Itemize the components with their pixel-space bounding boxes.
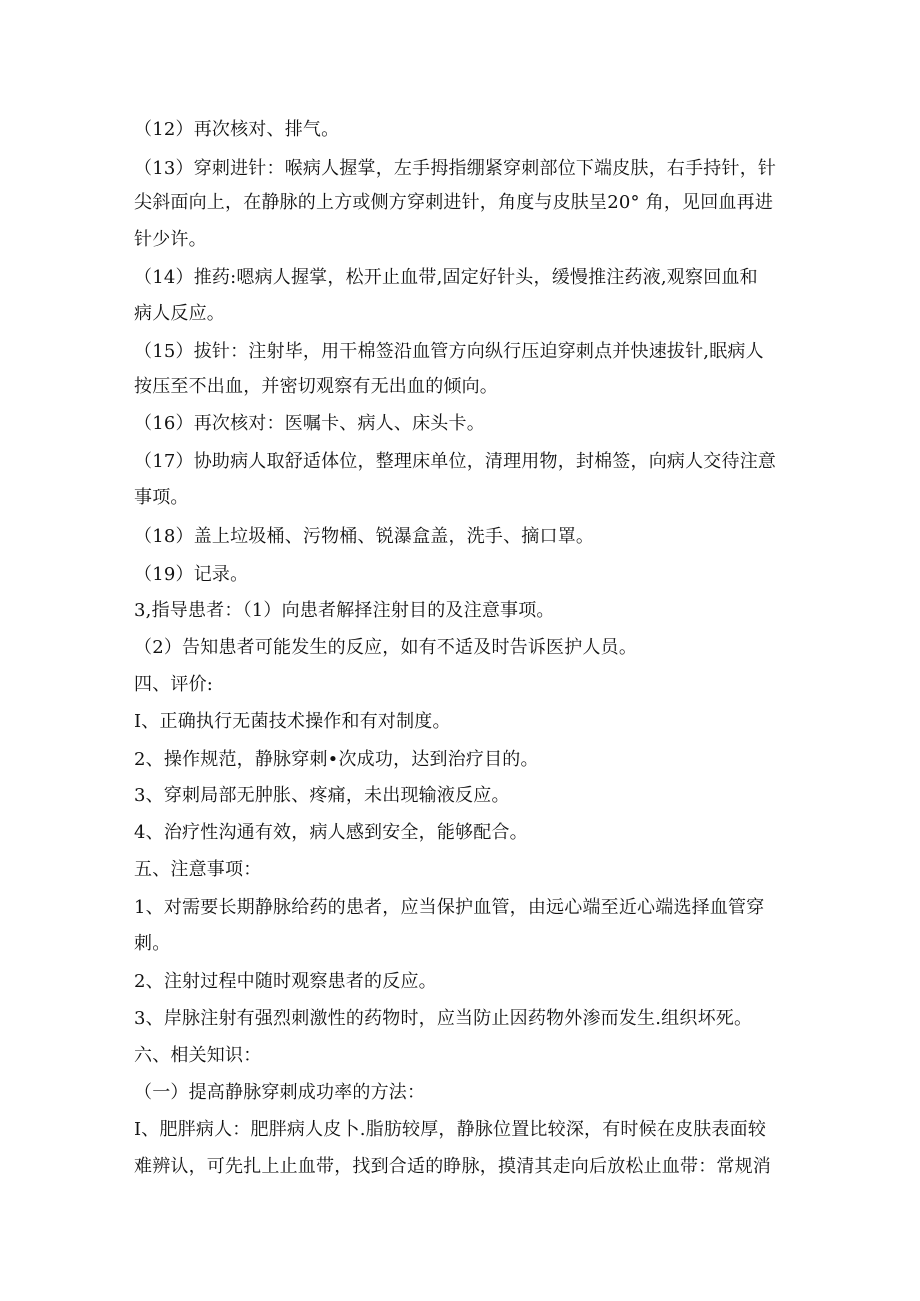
text-line: （17）协助病人取舒适体位，整理床单位，清理用物，封棉签，向病人交待注意 [134,451,777,472]
text-line: 四、评价: [134,674,214,695]
text-line: （15）拔针：注射毕，用干棉签沿血管方向纵行压迫穿刺点并快速拔针,眠病人 [134,341,764,362]
text-line: （一）提高静脉穿刺成功率的方法： [134,1082,426,1103]
text-line: （12）再次核对、排气。 [134,119,340,140]
text-line: 刺。 [134,933,171,954]
text-line: （16）再次核对：医嘱卡、病人、床头卡。 [134,413,485,434]
text-line: 1、对需要长期静脉给药的患者，应当保护血管，由远心端至近心端选择血管穿 [134,897,765,918]
text-line: 五、注意事项： [134,859,262,880]
text-line: 2、操作规范，静脉穿刺•次成功，达到治疗目的。 [134,749,539,770]
text-line: 2、注射过程中随时观察患者的反应。 [134,971,437,992]
text-line: 事项。 [134,487,189,508]
text-line: （19）记录。 [134,564,249,585]
text-line: （14）推药:嗯病人握掌，松开止血带,固定好针头，缓慢推注药液,观察回血和 [134,267,758,288]
text-line: 3、岸脉注射有强烈刺激性的药物时，应当防止因药物外渗而发生.组织坏死。 [134,1008,753,1029]
text-line: 六、相关知识： [134,1045,262,1066]
text-line: I、正确执行无菌技术操作和有对制度。 [134,711,451,732]
text-line: （13）穿刺进针：喉病人握掌，左手拇指绷紧穿刺部位下端皮肤，右手持针，针 [134,158,777,179]
text-line: 3,指导患者：（1）向患者解择注射目的及注意事项。 [134,600,555,621]
text-line: 病人反应。 [134,303,225,324]
text-line: （18）盖上垃圾桶、污物桶、锐瀑盒盖，洗手、摘口罩。 [134,526,595,547]
text-line: 尖斜面向上，在静脉的上方或侧方穿刺进针，角度与皮肤呈20° 角，见回血再进 [134,192,774,213]
text-line: 3、穿刺局部无肿胀、疼痛，未出现输液反应。 [134,785,510,806]
text-line: 按压至不出血，并密切观察有无出血的倾向。 [134,376,498,397]
text-line: 针少许。 [134,229,207,250]
text-line: （2）告知患者可能发生的反应，如有不适及时告诉医护人员。 [134,637,638,658]
text-line: 难辨认，可先扎上止血带，找到合适的睁脉，摸清其走向后放松止血带：常规消 [134,1156,771,1177]
text-line: I、肥胖病人：肥胖病人皮卜.脂肪较厚，静脉位置比较深，有时候在皮肤表面较 [134,1119,767,1140]
text-line: 4、治疗性沟通有效，病人感到安全，能够配合。 [134,822,528,843]
